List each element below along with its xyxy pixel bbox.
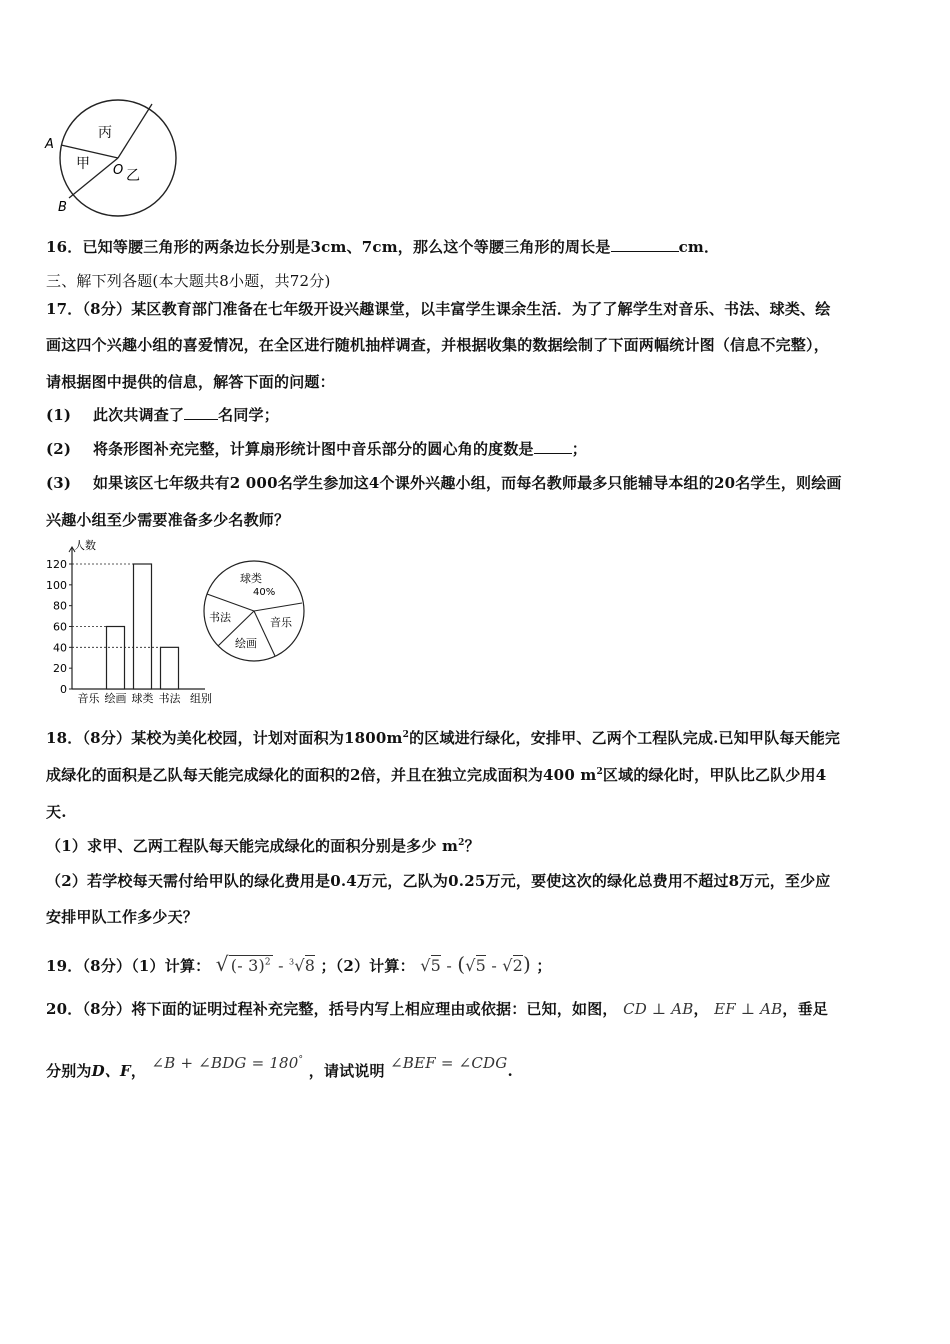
q18-part2-line1: （2）若学校每天需付给甲队的绿化费用是0.4万元，乙队为0.25万元，要使这次的绿化总费用不超过8万元，至少应 <box>46 872 831 890</box>
q19-sep: ；（2）计算： <box>320 957 415 975</box>
pie-divider-1 <box>207 594 254 611</box>
y-axis-label: 人数 <box>74 539 96 552</box>
q16-text: 16．已知等腰三角形的两条边长分别是3cm、7cm，那么这个等腰三角形的周长是 <box>46 238 611 256</box>
pie-divider-2 <box>254 603 302 611</box>
circle-figure <box>40 95 190 220</box>
y-tick-label-20: 20 <box>53 662 67 676</box>
q18-line1a: 18．（8分）某校为美化校园，计划对面积为1800m <box>46 729 403 747</box>
q20-c2: ， <box>130 1062 147 1080</box>
q17-part2 <box>46 438 587 459</box>
q19-e2-b: 5 <box>475 956 487 975</box>
label-b: B <box>58 200 67 215</box>
q18-sup-3: 2 <box>458 838 465 848</box>
q19-expr2: √5 - (√5 - √2) <box>420 952 532 976</box>
q20-m3 <box>152 1054 304 1072</box>
q18-p1b: ？ <box>464 837 480 855</box>
q17-p1-b: 名同学； <box>218 406 279 424</box>
q18-line2b: 区域的绿化时，甲队比乙队少用4 <box>602 766 827 784</box>
q17-line1: 17．（8分）某区教育部门准备在七年级开设兴趣课堂，以丰富学生课余生活．为了了解学生对音乐、书法、球类、绘 <box>46 300 831 318</box>
q19-minus-3: - <box>491 956 497 975</box>
q18-line1 <box>46 727 840 748</box>
q19-prefix: 19．（8分）（1）计算： <box>46 957 211 975</box>
y-tick-label-40: 40 <box>53 641 67 655</box>
question-20-line1 <box>46 998 828 1019</box>
x-category-label-1: 绘画 <box>104 692 127 705</box>
y-tick-label-60: 60 <box>53 620 67 634</box>
q19-e2-c: 2 <box>512 956 524 975</box>
q20-e: . <box>507 1062 513 1080</box>
x-category-label-2: 球类 <box>131 692 154 705</box>
q20-m4: ∠BEF = ∠CDG <box>390 1054 508 1072</box>
y-tick-label-80: 80 <box>53 599 67 613</box>
pie-label-calligraphy: 书法 <box>209 611 231 624</box>
q19-cbrt-index: 3 <box>289 957 295 967</box>
q20-a: 20．（8分）将下面的证明过程补充完整，括号内写上相应理由或依据：已知，如图， <box>46 1000 618 1018</box>
y-tick-label-0: 0 <box>60 683 67 696</box>
q17-line2: 画这四个兴趣小组的喜爱情况，在全区进行随机抽样调查，并根据收集的数据绘制了下面两幅统计图（信息不完整）， <box>46 336 829 354</box>
q18-part1 <box>46 835 480 856</box>
q17-p1-blank[interactable] <box>184 405 218 420</box>
bar-3 <box>161 647 179 689</box>
q20-m3a: ∠B + ∠BDG = 180 <box>151 1054 299 1072</box>
pie-label-ball: 球类 <box>240 572 262 585</box>
q18-line2a: 成绿化的面积是乙队每天能完成绿化的面积的2倍，并且在独立完成面积为400 m <box>46 766 597 784</box>
q19-expr1: √ (- 3)$^2$ - $^3$√8 <box>215 952 316 976</box>
q19-minus-1: - <box>278 956 284 975</box>
q20-m3sup: ° <box>298 1055 304 1065</box>
label-a: A <box>45 137 54 152</box>
bar-1 <box>107 627 125 690</box>
question-19 <box>46 952 552 976</box>
q18-sup-2: 2 <box>596 767 603 777</box>
q17-p3-a: 如果该区七年级共有2 000名学生参加这4个课外兴趣小组，而每名教师最多只能辅导本组的20名学生，则绘画 <box>92 474 842 492</box>
label-yi: 乙 <box>126 168 140 184</box>
pie-label-percent: 40% <box>253 587 276 598</box>
q18-part2-line2: 安排甲队工作多少天？ <box>46 908 199 926</box>
pie-chart <box>198 555 313 670</box>
label-o: O <box>113 163 124 178</box>
label-jia: 甲 <box>76 156 90 172</box>
q17-part1 <box>46 404 279 425</box>
q19-sqrt-sup: 2 <box>264 957 271 968</box>
q17-part3-cont: 兴趣小组至少需要准备多少名教师？ <box>46 511 290 529</box>
q17-p2-blank[interactable] <box>534 439 572 454</box>
q17-p2-b: ； <box>571 440 587 458</box>
q20-cD: D、F <box>91 1062 131 1080</box>
q19-cbrt-arg: 8 <box>304 956 316 975</box>
q18-p1a: （1）求甲、乙两工程队每天能完成绿化的面积分别是多少 m <box>46 837 459 855</box>
q17-p3-num: (3) <box>46 474 72 492</box>
q17-p2-a: 将条形图补充完整，计算扇形统计图中音乐部分的圆心角的度数是 <box>92 440 534 458</box>
q18-line2 <box>46 764 826 785</box>
x-category-label-3: 书法 <box>158 692 181 705</box>
q18-line1b: 的区域进行绿化，安排甲、乙两个工程队完成.已知甲队每天能完 <box>409 729 841 747</box>
q19-sqrt-inner: (- 3) <box>230 956 265 975</box>
x-axis-label: 组别 <box>190 692 212 705</box>
q17-line3: 请根据图中提供的信息，解答下面的问题： <box>46 373 335 391</box>
radius-top <box>118 104 152 158</box>
q17-p2-num: (2) <box>46 440 72 458</box>
bar-2 <box>134 564 152 689</box>
q16-unit: cm． <box>678 238 720 256</box>
q19-sqrt-arg <box>229 955 273 975</box>
q20-b: ，垂足 <box>782 1000 828 1018</box>
question-16 <box>46 236 719 257</box>
y-tick-label-120: 120 <box>46 558 67 571</box>
q17-p1-a: 此次共调查了 <box>92 406 185 424</box>
q20-c: 分别为 <box>46 1062 92 1080</box>
section-heading: 三、解下列各题(本大题共8小题，共72分) <box>46 272 331 290</box>
y-tick-label-100: 100 <box>46 578 67 592</box>
q19-e2-a: 5 <box>430 956 442 975</box>
q16-answer-blank[interactable] <box>611 237 679 252</box>
q20-comma: ， <box>693 1000 709 1018</box>
q18-line3: 天. <box>46 803 67 821</box>
q17-p1-num: (1) <box>46 406 72 424</box>
pie-label-draw: 绘画 <box>235 637 257 650</box>
x-category-label-0: 音乐 <box>77 692 100 705</box>
q19-minus-2: - <box>446 956 452 975</box>
pie-label-music: 音乐 <box>270 616 292 629</box>
question-20-line2 <box>46 1054 513 1081</box>
label-bing: 丙 <box>98 125 112 141</box>
q20-d: ，请试说明 <box>308 1062 385 1080</box>
q18-sup-1: 2 <box>402 730 410 740</box>
q20-m1: CD ⊥ AB <box>623 1000 694 1018</box>
q20-m2: EF ⊥ AB <box>714 1000 783 1018</box>
q17-part3 <box>46 472 842 493</box>
q19-end: ； <box>536 957 552 975</box>
